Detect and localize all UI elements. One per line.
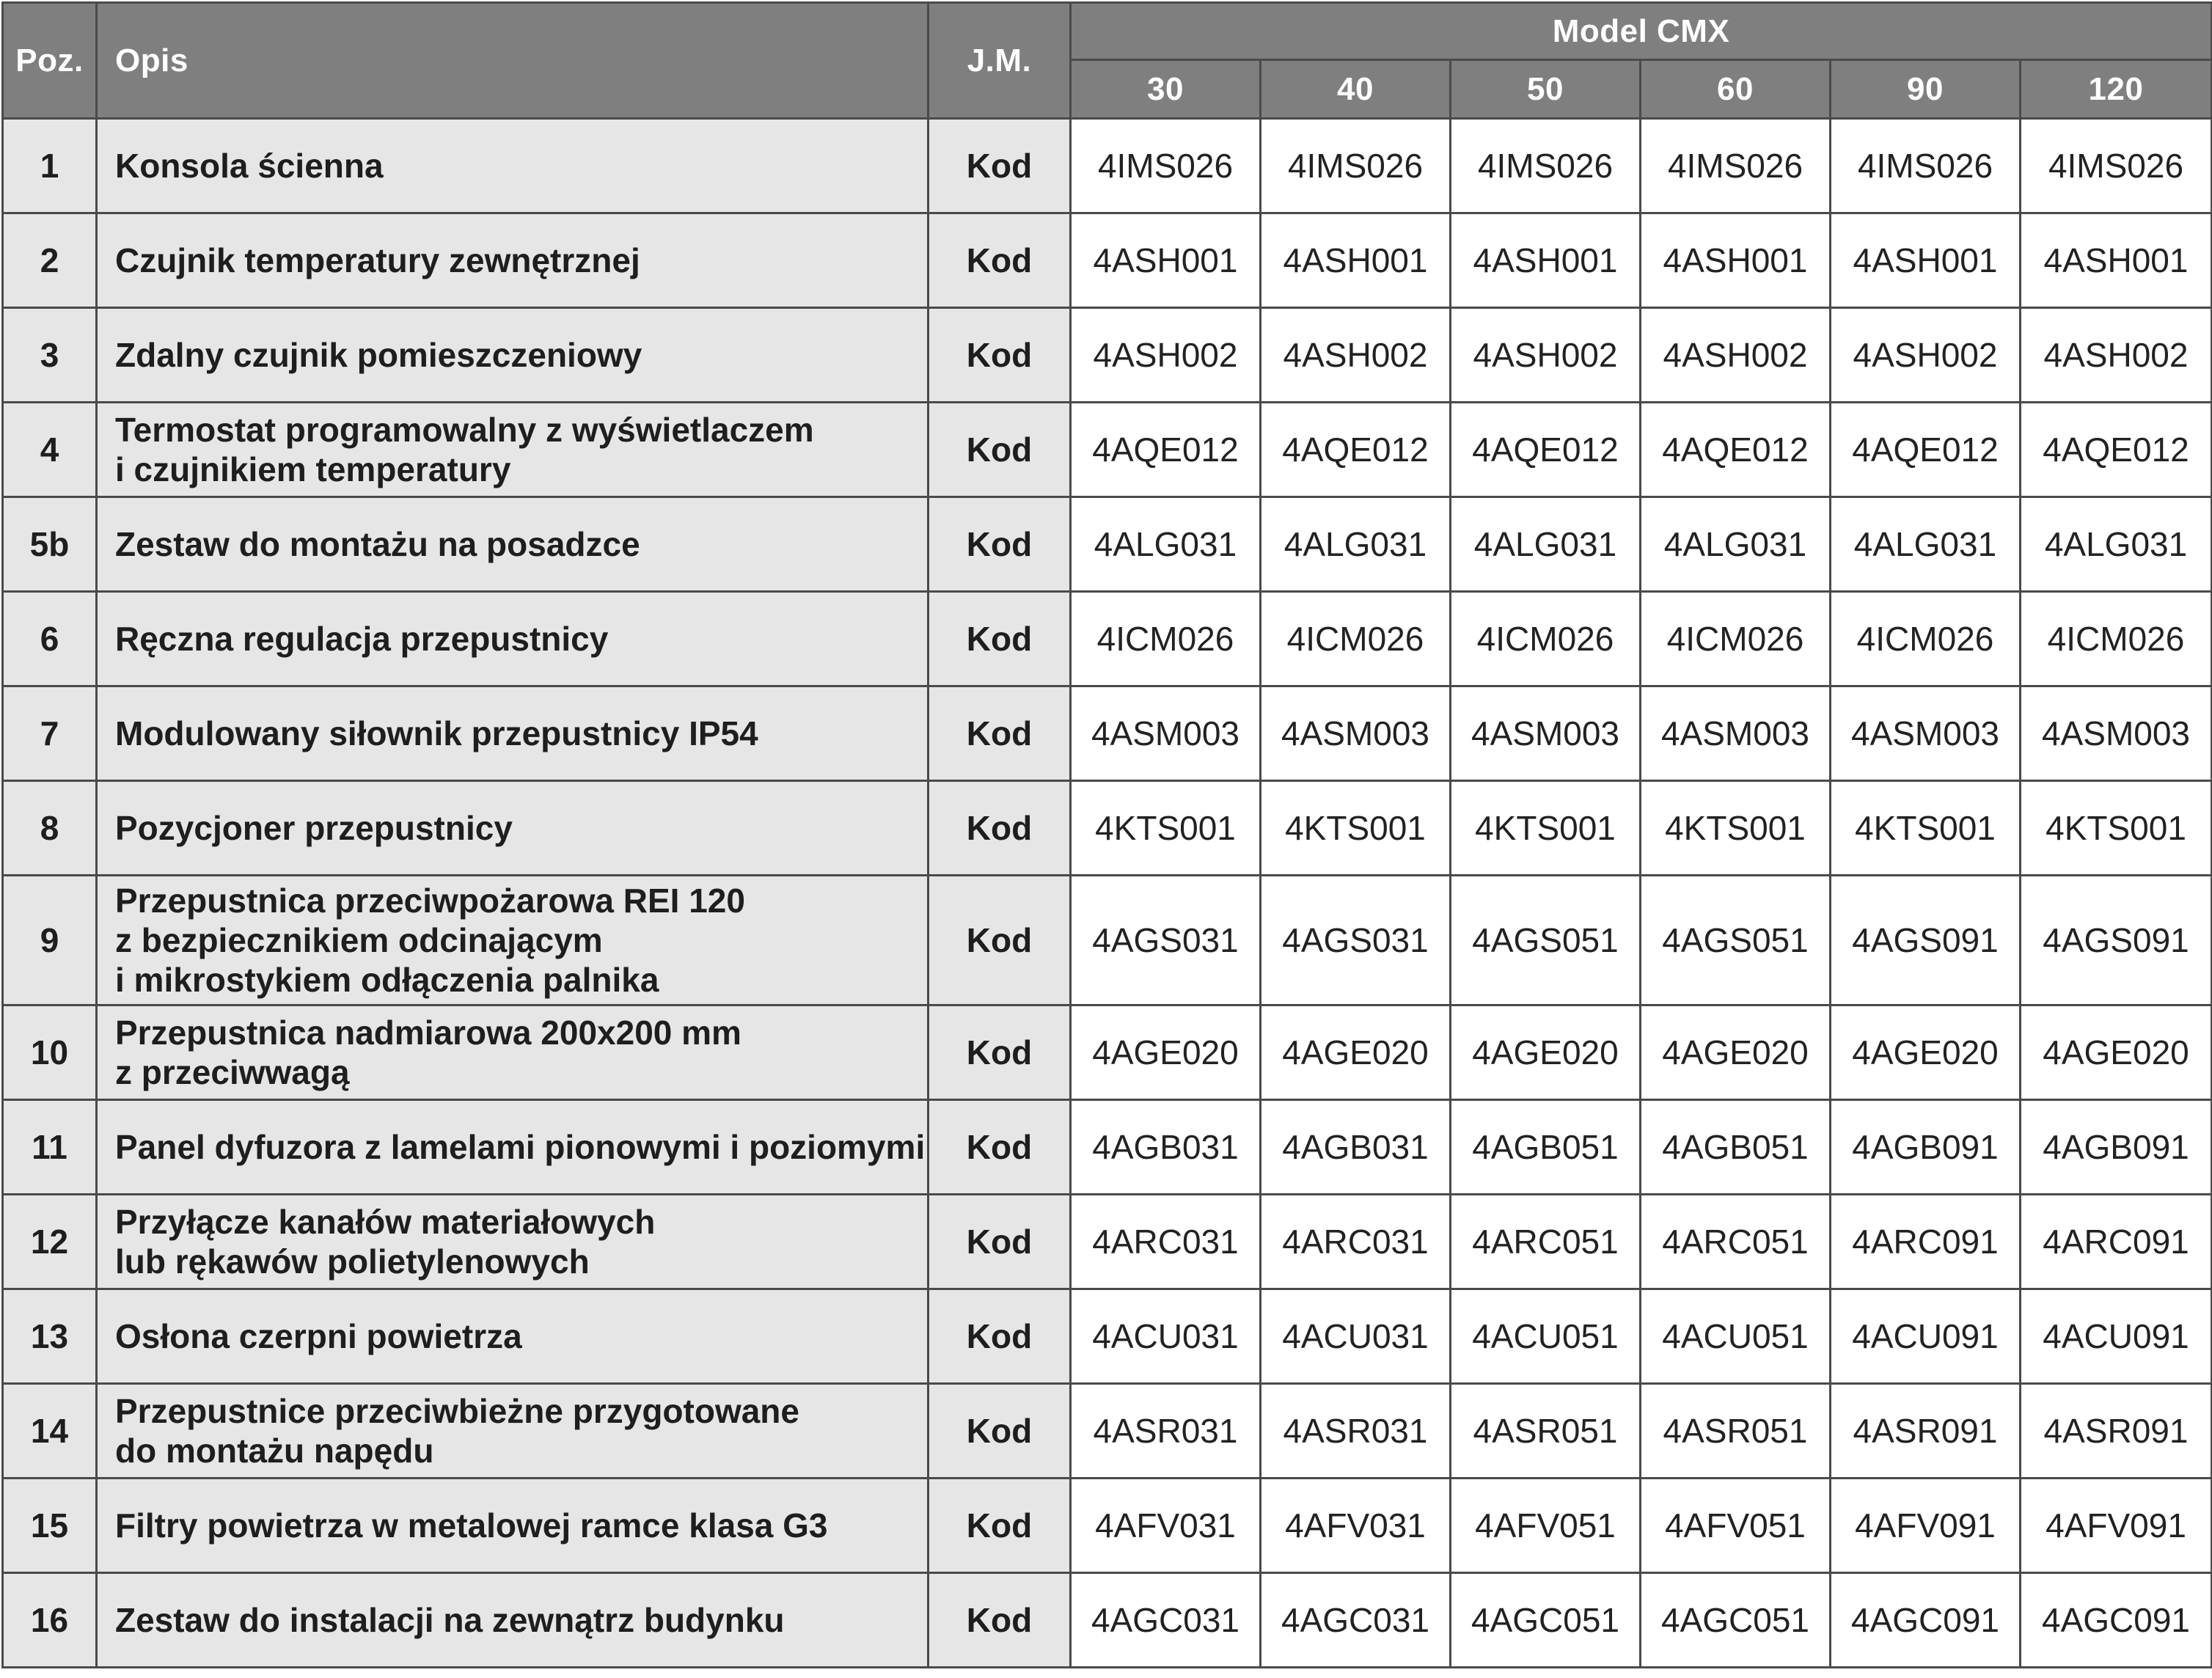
product-code-cell: 4ACU031 <box>1261 1289 1451 1384</box>
table-row <box>3 1005 2212 1100</box>
product-code-cell: 4AGE020 <box>1451 1005 1641 1100</box>
row-description <box>97 1195 929 1289</box>
description-line: Termostat programowalny z wyświetlaczem <box>115 411 814 449</box>
product-code-cell: 4IMS026 <box>1261 119 1451 213</box>
product-code-cell: 4ASH001 <box>1261 213 1451 308</box>
row-position: 8 <box>3 781 97 876</box>
product-code-cell: 4ICM026 <box>1641 592 1831 686</box>
product-code-cell: 4AGE020 <box>1641 1005 1831 1100</box>
row-position: 4 <box>3 403 97 497</box>
product-code-cell: 4ASH001 <box>1451 213 1641 308</box>
product-code-cell: 4AQE012 <box>1641 403 1831 497</box>
table-row <box>3 497 2212 592</box>
product-code-cell: 4KTS001 <box>1451 781 1641 876</box>
row-position: 14 <box>3 1384 97 1479</box>
description-line: Filtry powietrza w metalowej ramce klasa G3 <box>115 1506 828 1545</box>
product-code-cell: 4AQE012 <box>1261 403 1451 497</box>
product-code-cell: 4AGS051 <box>1451 876 1641 1005</box>
row-unit: Kod <box>929 403 1071 497</box>
product-code-cell: 4AFV091 <box>2021 1479 2212 1573</box>
product-code-cell: 4ARC091 <box>1831 1195 2021 1289</box>
description-line: Przepustnica przeciwpożarowa REI 120 <box>115 882 745 920</box>
header-poz: Poz. <box>3 3 97 119</box>
product-code-cell: 4AGB051 <box>1451 1100 1641 1195</box>
product-code-cell: 4ASR091 <box>2021 1384 2212 1479</box>
product-code-cell: 4AFV031 <box>1071 1479 1261 1573</box>
header-jm: J.M. <box>929 3 1071 119</box>
product-code-cell: 4AFV051 <box>1451 1479 1641 1573</box>
row-unit: Kod <box>929 686 1071 781</box>
row-unit: Kod <box>929 1005 1071 1100</box>
product-code-cell: 4ALG031 <box>2021 497 2212 592</box>
row-position: 12 <box>3 1195 97 1289</box>
row-unit: Kod <box>929 1573 1071 1668</box>
product-code-cell: 4ALG031 <box>1831 497 2021 592</box>
product-code-cell: 4KTS001 <box>1641 781 1831 876</box>
row-description <box>97 403 929 497</box>
row-description <box>97 119 929 213</box>
product-code-cell: 4ALG031 <box>1451 497 1641 592</box>
product-code-cell: 4ASH001 <box>1831 213 2021 308</box>
row-description <box>97 781 929 876</box>
row-unit: Kod <box>929 1479 1071 1573</box>
description-line: Przepustnice przeciwbieżne przygotowane <box>115 1392 799 1430</box>
product-code-cell: 4ICM026 <box>1451 592 1641 686</box>
description-line: Pozycjoner przepustnicy <box>115 809 513 847</box>
row-unit: Kod <box>929 1195 1071 1289</box>
product-code-cell: 4AGC091 <box>1831 1573 2021 1668</box>
table-row <box>3 1384 2212 1479</box>
accessories-table <box>1 1 2212 1668</box>
product-code-cell: 4IMS026 <box>2021 119 2212 213</box>
table-body <box>3 119 2212 1668</box>
product-code-cell: 4AGE020 <box>1261 1005 1451 1100</box>
row-unit: Kod <box>929 119 1071 213</box>
table-row <box>3 1573 2212 1668</box>
table-row <box>3 119 2212 213</box>
product-code-cell: 4ACU051 <box>1641 1289 1831 1384</box>
product-code-cell: 4ASM003 <box>1261 686 1451 781</box>
product-code-cell: 4AQE012 <box>2021 403 2212 497</box>
row-unit: Kod <box>929 781 1071 876</box>
row-description <box>97 1479 929 1573</box>
product-code-cell: 4ASM003 <box>1071 686 1261 781</box>
description-line: z przeciwwagą <box>115 1053 350 1091</box>
product-code-cell: 4ASR031 <box>1071 1384 1261 1479</box>
product-code-cell: 4ARC031 <box>1261 1195 1451 1289</box>
product-code-cell: 4ARC051 <box>1641 1195 1831 1289</box>
product-code-cell: 4AGB031 <box>1261 1100 1451 1195</box>
product-code-cell: 4AGB031 <box>1071 1100 1261 1195</box>
row-unit: Kod <box>929 1289 1071 1384</box>
description-line: Konsola ścienna <box>115 147 384 185</box>
row-position: 9 <box>3 876 97 1005</box>
row-description <box>97 1100 929 1195</box>
product-code-cell: 4AGS031 <box>1071 876 1261 1005</box>
row-description <box>97 592 929 686</box>
product-code-cell: 4AFV031 <box>1261 1479 1451 1573</box>
row-position: 7 <box>3 686 97 781</box>
product-code-cell: 4ASH002 <box>1641 308 1831 403</box>
row-position: 5b <box>3 497 97 592</box>
product-code-cell: 4ACU091 <box>2021 1289 2212 1384</box>
product-code-cell: 4ALG031 <box>1641 497 1831 592</box>
product-code-cell: 4IMS026 <box>1831 119 2021 213</box>
row-position: 11 <box>3 1100 97 1195</box>
product-code-cell: 4ICM026 <box>2021 592 2212 686</box>
product-code-cell: 4AGB091 <box>2021 1100 2212 1195</box>
row-unit: Kod <box>929 1384 1071 1479</box>
product-code-cell: 4ICM026 <box>1261 592 1451 686</box>
table-row <box>3 308 2212 403</box>
header-model-50: 50 <box>1451 60 1641 119</box>
table-row <box>3 592 2212 686</box>
product-code-cell: 4ASH002 <box>1261 308 1451 403</box>
product-code-cell: 4ARC051 <box>1451 1195 1641 1289</box>
product-code-cell: 4ASR051 <box>1641 1384 1831 1479</box>
row-description <box>97 497 929 592</box>
product-code-cell: 4AGC031 <box>1071 1573 1261 1668</box>
table-row <box>3 876 2212 1005</box>
product-code-cell: 4AGB051 <box>1641 1100 1831 1195</box>
row-description <box>97 686 929 781</box>
row-position: 1 <box>3 119 97 213</box>
product-code-cell: 4AGC091 <box>2021 1573 2212 1668</box>
header-model-40: 40 <box>1261 60 1451 119</box>
product-code-cell: 4ASM003 <box>2021 686 2212 781</box>
table-row <box>3 1100 2212 1195</box>
product-code-cell: 4AGE020 <box>2021 1005 2212 1100</box>
product-code-cell: 4ARC091 <box>2021 1195 2212 1289</box>
description-line: Osłona czerpni powietrza <box>115 1317 522 1355</box>
product-code-cell: 4ASR031 <box>1261 1384 1451 1479</box>
product-code-cell: 4AGS031 <box>1261 876 1451 1005</box>
product-code-cell: 4ICM026 <box>1831 592 2021 686</box>
header-model-120: 120 <box>2021 60 2212 119</box>
product-code-cell: 4ALG031 <box>1261 497 1451 592</box>
row-position: 6 <box>3 592 97 686</box>
product-code-cell: 4IMS026 <box>1451 119 1641 213</box>
table-row <box>3 1195 2212 1289</box>
header-model-60: 60 <box>1641 60 1831 119</box>
row-position: 13 <box>3 1289 97 1384</box>
description-line: Zdalny czujnik pomieszczeniowy <box>115 336 642 374</box>
product-code-cell: 4ICM026 <box>1071 592 1261 686</box>
table-row <box>3 1289 2212 1384</box>
description-line: Czujnik temperatury zewnętrznej <box>115 241 640 279</box>
product-code-cell: 4IMS026 <box>1071 119 1261 213</box>
description-line: i czujnikiem temperatury <box>115 450 511 488</box>
product-code-cell: 4ARC031 <box>1071 1195 1261 1289</box>
table-row <box>3 686 2212 781</box>
product-code-cell: 4AQE012 <box>1831 403 2021 497</box>
product-code-cell: 4KTS001 <box>1831 781 2021 876</box>
row-description <box>97 308 929 403</box>
product-code-cell: 4ASH002 <box>1451 308 1641 403</box>
row-description <box>97 213 929 308</box>
header-model-90: 90 <box>1831 60 2021 119</box>
row-unit: Kod <box>929 308 1071 403</box>
row-unit: Kod <box>929 592 1071 686</box>
row-position: 16 <box>3 1573 97 1668</box>
product-code-cell: 4ASH002 <box>2021 308 2212 403</box>
product-code-cell: 4ASR051 <box>1451 1384 1641 1479</box>
header-model-30: 30 <box>1071 60 1261 119</box>
product-code-cell: 4AQE012 <box>1071 403 1261 497</box>
product-code-cell: 4AGC051 <box>1451 1573 1641 1668</box>
table-row <box>3 1479 2212 1573</box>
product-code-cell: 4AGC031 <box>1261 1573 1451 1668</box>
row-description <box>97 876 929 1005</box>
table-row <box>3 781 2212 876</box>
product-code-cell: 4ASH001 <box>2021 213 2212 308</box>
product-code-cell: 4ASM003 <box>1641 686 1831 781</box>
header-opis: Opis <box>97 3 929 119</box>
description-line: Przyłącze kanałów materiałowych <box>115 1203 656 1241</box>
product-code-cell: 4AGE020 <box>1071 1005 1261 1100</box>
product-code-cell: 4KTS001 <box>1261 781 1451 876</box>
row-position: 2 <box>3 213 97 308</box>
product-code-cell: 4ASH001 <box>1071 213 1261 308</box>
row-description <box>97 1005 929 1100</box>
product-code-cell: 4AGS091 <box>2021 876 2212 1005</box>
description-line: Zestaw do montażu na posadzce <box>115 525 640 563</box>
product-code-cell: 4ACU051 <box>1451 1289 1641 1384</box>
product-code-cell: 4ASM003 <box>1451 686 1641 781</box>
table-row <box>3 403 2212 497</box>
row-description <box>97 1573 929 1668</box>
description-line: Modulowany siłownik przepustnicy IP54 <box>115 714 758 752</box>
product-code-cell: 4ASH002 <box>1831 308 2021 403</box>
product-code-cell: 4AFV091 <box>1831 1479 2021 1573</box>
product-code-cell: 4ASH002 <box>1071 308 1261 403</box>
row-unit: Kod <box>929 497 1071 592</box>
product-code-cell: 4ACU091 <box>1831 1289 2021 1384</box>
row-unit: Kod <box>929 876 1071 1005</box>
product-code-cell: 4AGB091 <box>1831 1100 2021 1195</box>
product-code-cell: 4AFV051 <box>1641 1479 1831 1573</box>
description-line: do montażu napędu <box>115 1432 434 1470</box>
row-position: 3 <box>3 308 97 403</box>
description-line: i mikrostykiem odłączenia palnika <box>115 961 659 999</box>
product-code-cell: 4KTS001 <box>2021 781 2212 876</box>
product-code-cell: 4AQE012 <box>1451 403 1641 497</box>
product-code-cell: 4ASR091 <box>1831 1384 2021 1479</box>
row-position: 15 <box>3 1479 97 1573</box>
product-code-cell: 4AGC051 <box>1641 1573 1831 1668</box>
row-unit: Kod <box>929 213 1071 308</box>
description-line: Zestaw do instalacji na zewnątrz budynku <box>115 1601 785 1639</box>
description-line: Panel dyfuzora z lamelami pionowymi i poziomymi <box>115 1128 926 1166</box>
product-code-cell: 4IMS026 <box>1641 119 1831 213</box>
product-code-cell: 4AGS091 <box>1831 876 2021 1005</box>
product-code-cell: 4ALG031 <box>1071 497 1261 592</box>
row-description <box>97 1384 929 1479</box>
description-line: Przepustnica nadmiarowa 200x200 mm <box>115 1014 741 1052</box>
description-line: z bezpiecznikiem odcinającym <box>115 921 603 959</box>
product-code-cell: 4KTS001 <box>1071 781 1261 876</box>
header-model-group: Model CMX <box>1071 3 2212 60</box>
product-code-cell: 4ACU031 <box>1071 1289 1261 1384</box>
description-line: lub rękawów polietylenowych <box>115 1242 590 1281</box>
table-row <box>3 213 2212 308</box>
row-description <box>97 1289 929 1384</box>
product-code-cell: 4ASH001 <box>1641 213 1831 308</box>
description-line: Ręczna regulacja przepustnicy <box>115 620 609 658</box>
product-code-cell: 4AGE020 <box>1831 1005 2021 1100</box>
product-code-cell: 4ASM003 <box>1831 686 2021 781</box>
row-position: 10 <box>3 1005 97 1100</box>
row-unit: Kod <box>929 1100 1071 1195</box>
table-header <box>3 3 2212 119</box>
product-code-cell: 4AGS051 <box>1641 876 1831 1005</box>
